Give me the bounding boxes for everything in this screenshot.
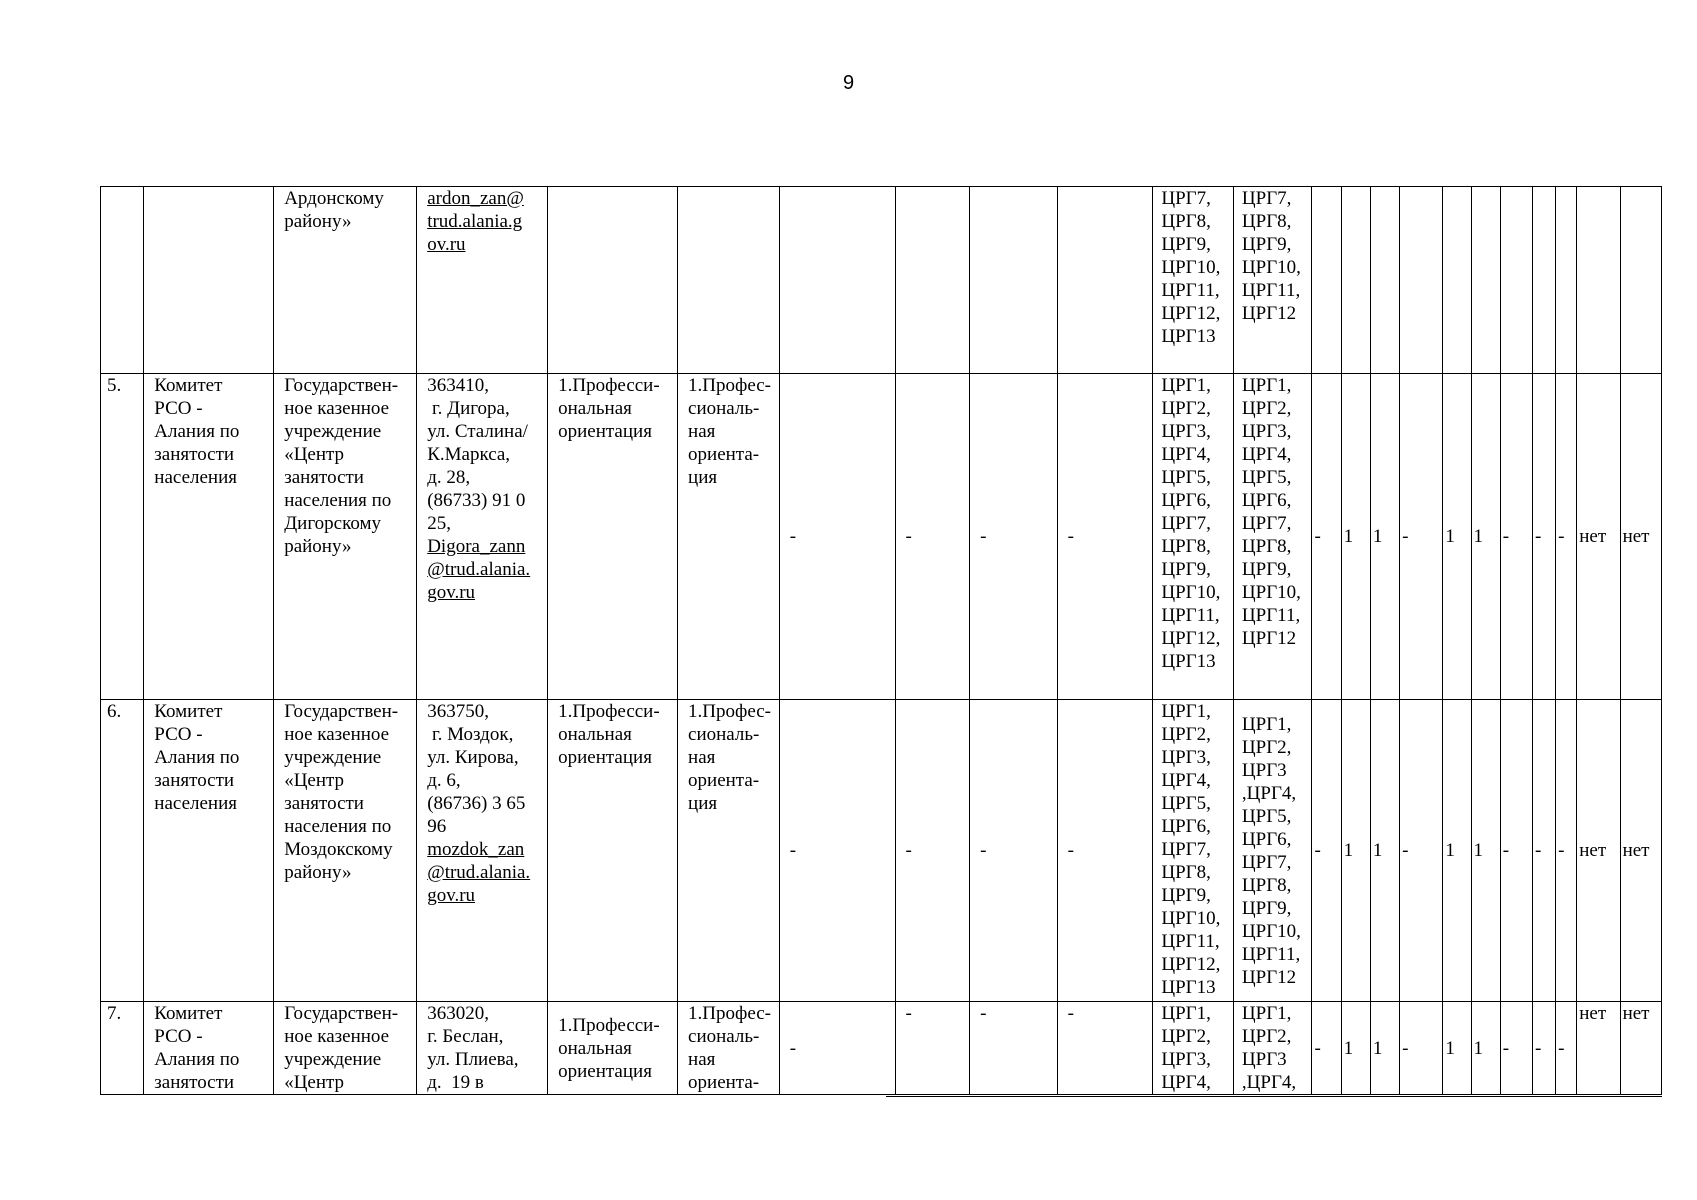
flag-cell: - [1500,700,1532,1002]
flag-cell: 1 [1443,700,1471,1002]
service-cell [548,187,678,374]
address-cell [417,700,548,1002]
flag-cell: - [1312,374,1341,700]
organization-cell: Комитет РСО - Алания по занятости населения [144,700,274,1002]
value-cell [970,187,1058,374]
flag-cell: 1 [1471,700,1500,1002]
flag-cell [1312,187,1341,374]
institution-cell: Ардонскому району» [274,187,417,374]
row-number: 6. [101,700,144,1002]
availability-cell [1620,187,1661,374]
flag-cell: 1 [1341,1002,1370,1095]
value-cell: - [779,700,895,1002]
value-cell: - [970,1002,1058,1095]
organization-cell: Комитет РСО - Алания по занятости [144,1002,274,1095]
crg-list-b: ЦРГ7, ЦРГ8, ЦРГ9, ЦРГ10, ЦРГ11, ЦРГ12 [1233,187,1312,374]
availability-cell [1577,187,1620,374]
address-cell [417,187,548,374]
flag-cell [1400,187,1443,374]
service-cell: 1.Професси- ональная ориентация [548,700,678,1002]
address-cell [417,374,548,700]
flag-cell: 1 [1443,1002,1471,1095]
crg-list-b: ЦРГ1, ЦРГ2, ЦРГ3 ,ЦРГ4, ЦРГ5, ЦРГ6, ЦРГ7, ЦРГ8, ЦРГ9, ЦРГ10, ЦРГ11, ЦРГ12 [1233,700,1312,1002]
table-row [101,187,1662,374]
flag-cell: 1 [1370,700,1399,1002]
service-type-cell [678,187,780,374]
value-cell [779,187,895,374]
row-number: 7. [101,1002,144,1095]
value-cell [1057,187,1153,374]
flag-cell: - [1556,1002,1577,1095]
flag-cell [1532,187,1555,374]
address-text: 363750, г. Моздок, ул. Кирова, д. 6, (86736) 3 65 96 [427,701,526,837]
flag-cell [1471,187,1500,374]
flag-cell [1556,187,1577,374]
flag-cell: 1 [1370,1002,1399,1095]
crg-list-a: ЦРГ1, ЦРГ2, ЦРГ3, ЦРГ4, [1153,1002,1234,1095]
page-cut-line [886,1096,1662,1097]
service-cell: 1.Професси- ональная ориентация [548,1002,678,1095]
crg-list-b: ЦРГ1, ЦРГ2, ЦРГ3 ,ЦРГ4, [1233,1002,1312,1095]
institution-cell: Государствен- ное казенное учреждение «Центр [274,1002,417,1095]
row-number [101,187,144,374]
value-cell: - [1057,700,1153,1002]
flag-cell [1500,187,1532,374]
availability-cell: нет [1577,700,1620,1002]
value-cell: - [779,374,895,700]
flag-cell: - [1556,700,1577,1002]
flag-cell: - [1532,700,1555,1002]
organization-cell [144,187,274,374]
flag-cell: - [1500,374,1532,700]
value-cell: - [895,1002,970,1095]
email-link[interactable]: Digora_zann @trud.alania. gov.ru [427,536,531,603]
row-number: 5. [101,374,144,700]
flag-cell: - [1400,1002,1443,1095]
flag-cell [1341,187,1370,374]
crg-list-b: ЦРГ1, ЦРГ2, ЦРГ3, ЦРГ4, ЦРГ5, ЦРГ6, ЦРГ7, ЦРГ8, ЦРГ9, ЦРГ10, ЦРГ11, ЦРГ12 [1233,374,1312,700]
address-text: 363410, г. Дигора, ул. Сталина/ К.Маркса, д. 28, (86733) 91 0 25, [427,375,528,534]
value-cell: - [895,374,970,700]
availability-cell: нет [1620,700,1661,1002]
table-row [101,1002,1662,1095]
table-row [101,700,1662,1002]
crg-list-a: ЦРГ1, ЦРГ2, ЦРГ3, ЦРГ4, ЦРГ5, ЦРГ6, ЦРГ7, ЦРГ8, ЦРГ9, ЦРГ10, ЦРГ11, ЦРГ12, ЦРГ13 [1153,374,1234,700]
flag-cell: 1 [1471,1002,1500,1095]
email-link[interactable]: ardon_zan@ trud.alania.g ov.ru [427,188,524,255]
service-type-cell: 1.Профес- сиональ- ная ориента- ция [678,700,780,1002]
flag-cell: - [1532,1002,1555,1095]
value-cell: - [779,1002,895,1095]
organization-cell: Комитет РСО - Алания по занятости населения [144,374,274,700]
flag-cell: 1 [1370,374,1399,700]
availability-cell: нет [1620,1002,1661,1095]
flag-cell: - [1312,1002,1341,1095]
flag-cell: 1 [1341,374,1370,700]
flag-cell: 1 [1443,374,1471,700]
table-row [101,374,1662,700]
value-cell: - [1057,1002,1153,1095]
value-cell [895,187,970,374]
institution-cell: Государствен- ное казенное учреждение «Центр занятости населения по Моздокскому району» [274,700,417,1002]
page-cut-mask [96,1097,896,1117]
service-cell: 1.Професси- ональная ориентация [548,374,678,700]
crg-list-a: ЦРГ1, ЦРГ2, ЦРГ3, ЦРГ4, ЦРГ5, ЦРГ6, ЦРГ7, ЦРГ8, ЦРГ9, ЦРГ10, ЦРГ11, ЦРГ12, ЦРГ13 [1153,700,1234,1002]
availability-cell: нет [1620,374,1661,700]
flag-cell: - [1312,700,1341,1002]
value-cell: - [1057,374,1153,700]
flag-cell: - [1532,374,1555,700]
service-type-cell: 1.Профес- сиональ- ная ориента- [678,1002,780,1095]
service-type-cell: 1.Профес- сиональ- ная ориента- ция [678,374,780,700]
value-cell: - [970,700,1058,1002]
flag-cell [1443,187,1471,374]
flag-cell: - [1500,1002,1532,1095]
value-cell: - [895,700,970,1002]
flag-cell: - [1400,374,1443,700]
flag-cell: - [1556,374,1577,700]
services-table [100,186,1662,1095]
institution-cell: Государствен- ное казенное учреждение «Центр занятости населения по Дигорскому району» [274,374,417,700]
flag-cell: - [1400,700,1443,1002]
flag-cell [1370,187,1399,374]
availability-cell: нет [1577,374,1620,700]
address-cell: 363020, г. Беслан, ул. Плиева, д. 19 в [417,1002,548,1095]
email-link[interactable]: mozdok_zan @trud.alania. gov.ru [427,839,531,906]
availability-cell: нет [1577,1002,1620,1095]
flag-cell: 1 [1341,700,1370,1002]
crg-list-a: ЦРГ7, ЦРГ8, ЦРГ9, ЦРГ10, ЦРГ11, ЦРГ12, ЦРГ13 [1153,187,1234,374]
value-cell: - [970,374,1058,700]
flag-cell: 1 [1471,374,1500,700]
page-number: 9 [842,72,855,94]
